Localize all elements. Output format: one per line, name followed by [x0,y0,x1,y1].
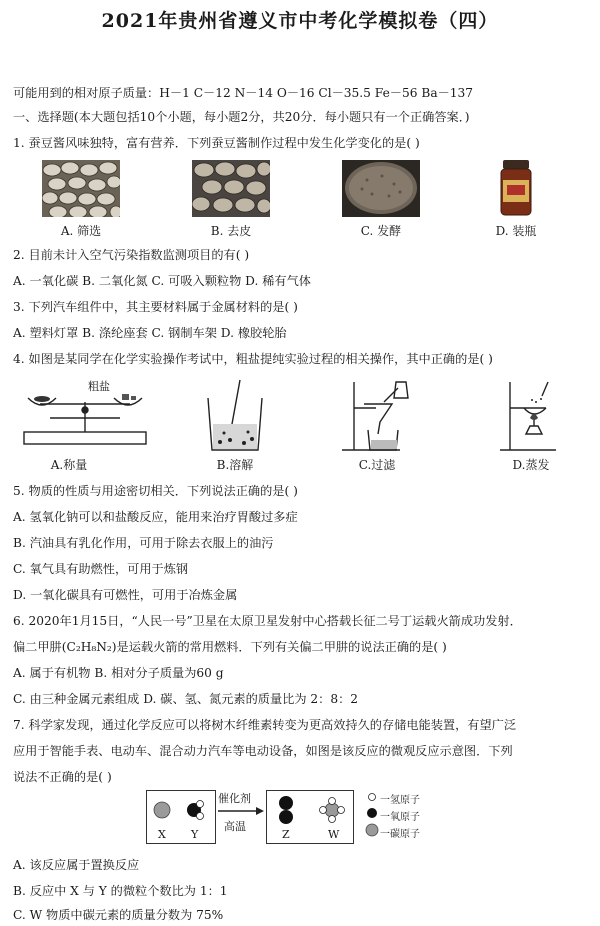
question-2-stem: 2. 目前未计入空气污染指数监测项目的有( ) [13,248,250,262]
balance-weighing-figure [20,388,150,452]
question-5-option-c: C. 氧气具有助燃性，可用于炼钢 [13,562,189,576]
legend-oxygen: 一氧原子 [380,812,420,823]
q1-caption-c: C. 发酵 [360,224,402,238]
question-7-option-b: B. 反应中 X 与 Y 的微粒个数比为 1：1 [13,884,228,898]
question-7-stem-line3: 说法不正确的是( ) [13,770,112,784]
coarse-salt-label: 粗盐 [88,380,110,393]
label-z: Z [282,828,290,841]
legend-carbon: 一碳原子 [380,829,420,840]
q4-caption-c: C.过滤 [358,458,396,472]
reaction-arrow [216,806,266,816]
question-6-options-line1: A. 属于有机物 B. 相对分子质量为60 g [13,666,224,680]
question-7-option-c: C. W 物质中碳元素的质量分数为 75% [13,908,224,922]
carbon-atom-x [154,802,170,818]
label-y: Y [191,828,199,841]
jar-bottling-photo [498,158,534,218]
label-w: W [328,828,340,841]
q4-caption-a: A.称量 [50,458,88,472]
atomic-masses-line: 可能用到的相对原子质量：H－1 C－12 N－14 O－16 Cl－35.5 Fe－56 Ba－137 [13,86,474,100]
reaction-molecules [146,790,356,842]
q1-caption-a: A. 筛选 [60,224,102,238]
catalyst-label: 催化剂 [218,792,251,805]
legend-hydrogen: 一氢原子 [380,795,420,806]
question-6-stem-line2: 偏二甲肼(C₂H₈N₂)是运载火箭的常用燃料．下列有关偏二甲肼的说法正确的是( ) [13,640,447,654]
question-1-stem: 1. 蚕豆酱风味独特，富有营养．下列蚕豆酱制作过程中发生化学变化的是( ) [13,136,420,150]
question-6-stem-line1: 6. 2020年1月15日，“人民一号”卫星在太原卫星发射中心搭载长征二号丁运载火箭成功发射． [13,614,522,628]
evaporation-figure [496,378,566,454]
filtration-figure [340,378,420,454]
high-temperature-label: 高温 [224,820,246,833]
beaker-dissolving-figure [200,378,270,454]
legend-symbols [364,790,380,842]
question-7-stem-line1: 7. 科学家发现，通过化学反应可以将树木纤维素转变为更高效持久的存储电能装置，有望广泛 [13,718,517,732]
question-5-option-a: A. 氢氧化钠可以和盐酸反应，能用来治疗胃酸过多症 [13,510,298,524]
question-3-stem: 3. 下列汽车组件中，其主要材料属于金属材料的是( ) [13,300,298,314]
q4-caption-b: B.溶解 [216,458,254,472]
section-heading: 一、选择题(本大题包括10个小题，每小题2分，共20分．每小题只有一个正确答案．) [13,110,470,124]
question-4-stem: 4. 如图是某同学在化学实验操作考试中，粗盐提纯实验过程的相关操作，其中正确的是( ) [13,352,493,366]
question-3-options: A. 塑料灯罩 B. 涤纶座套 C. 钢制车架 D. 橡胶轮胎 [13,326,287,340]
beans-sieving-photo [42,160,120,217]
fermentation-photo [342,160,420,217]
beans-peeling-photo [192,160,270,217]
q1-caption-d: D. 装瓶 [495,224,537,238]
question-7-stem-line2: 应用于智能手表、电动车、混合动力汽车等电动设备，如图是该反应的微观反应示意图．下列 [13,744,513,758]
question-6-options-line2: C. 由三种金属元素组成 D. 碳、氢、氮元素的质量比为 2：8：2 [13,692,359,706]
page-title: 2021年贵州省遵义市中考化学模拟卷（四） [101,10,499,32]
question-7-option-a: A. 该反应属于置换反应 [13,858,140,872]
question-2-options: A. 一氧化碳 B. 二氧化氮 C. 可吸入颗粒物 D. 稀有气体 [13,274,311,288]
question-5-option-d: D. 一氧化碳具有可燃性，可用于冶炼金属 [13,588,238,602]
question-5-stem: 5. 物质的性质与用途密切相关．下列说法正确的是( ) [13,484,298,498]
label-x: X [158,828,166,841]
q4-caption-d: D.蒸发 [512,458,550,472]
q1-caption-b: B. 去皮 [210,224,252,238]
question-5-option-b: B. 汽油具有乳化作用，可用于除去衣服上的油污 [13,536,274,550]
